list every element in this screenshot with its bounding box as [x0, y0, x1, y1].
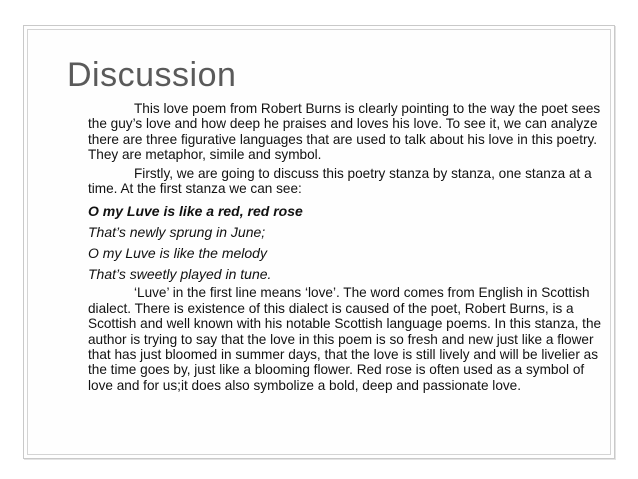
analysis-paragraph: ‘Luve’ in the first line means ‘love’. The word comes from English in Scottish dialect. There is existence of this dialect is caused of the poet, Robert Burns, is a Scottish and well known with his notable Scottish language poems. In this stanza, the author is trying to say that the love in this poem is so fresh and new just like a flower that has just bloomed in summer days, that the love is still lively and will be livelier as the time goes by, just like a blooming flower. Red rose is often used as a symbol of love and for us;it does also symbolize a bold, deep and passionate love.: [88, 285, 602, 393]
verse-line-4: That’s sweetly played in tune.: [88, 266, 272, 283]
slide-title: Discussion: [67, 56, 237, 94]
verse-line-3: O my Luve is like the melody: [88, 245, 267, 262]
firstly-paragraph: Firstly, we are going to discuss this poetry stanza by stanza, one stanza at a time. At the first stanza we can see:: [88, 165, 592, 197]
intro-paragraph: This love poem from Robert Burns is clearly pointing to the way the poet sees the guy’s love and how deep he praises and loves his love. To see it, we can analyze there are three figurative languages that are used to talk about his love in this poetry. They are metaphor, simile and symbol.: [88, 101, 601, 163]
slide-body: [88, 101, 605, 393]
poem-stanza: [88, 201, 605, 285]
verse-line-1: O my Luve is like a red, red rose: [88, 203, 303, 220]
verse-line-2: That’s newly sprung in June;: [88, 224, 266, 241]
